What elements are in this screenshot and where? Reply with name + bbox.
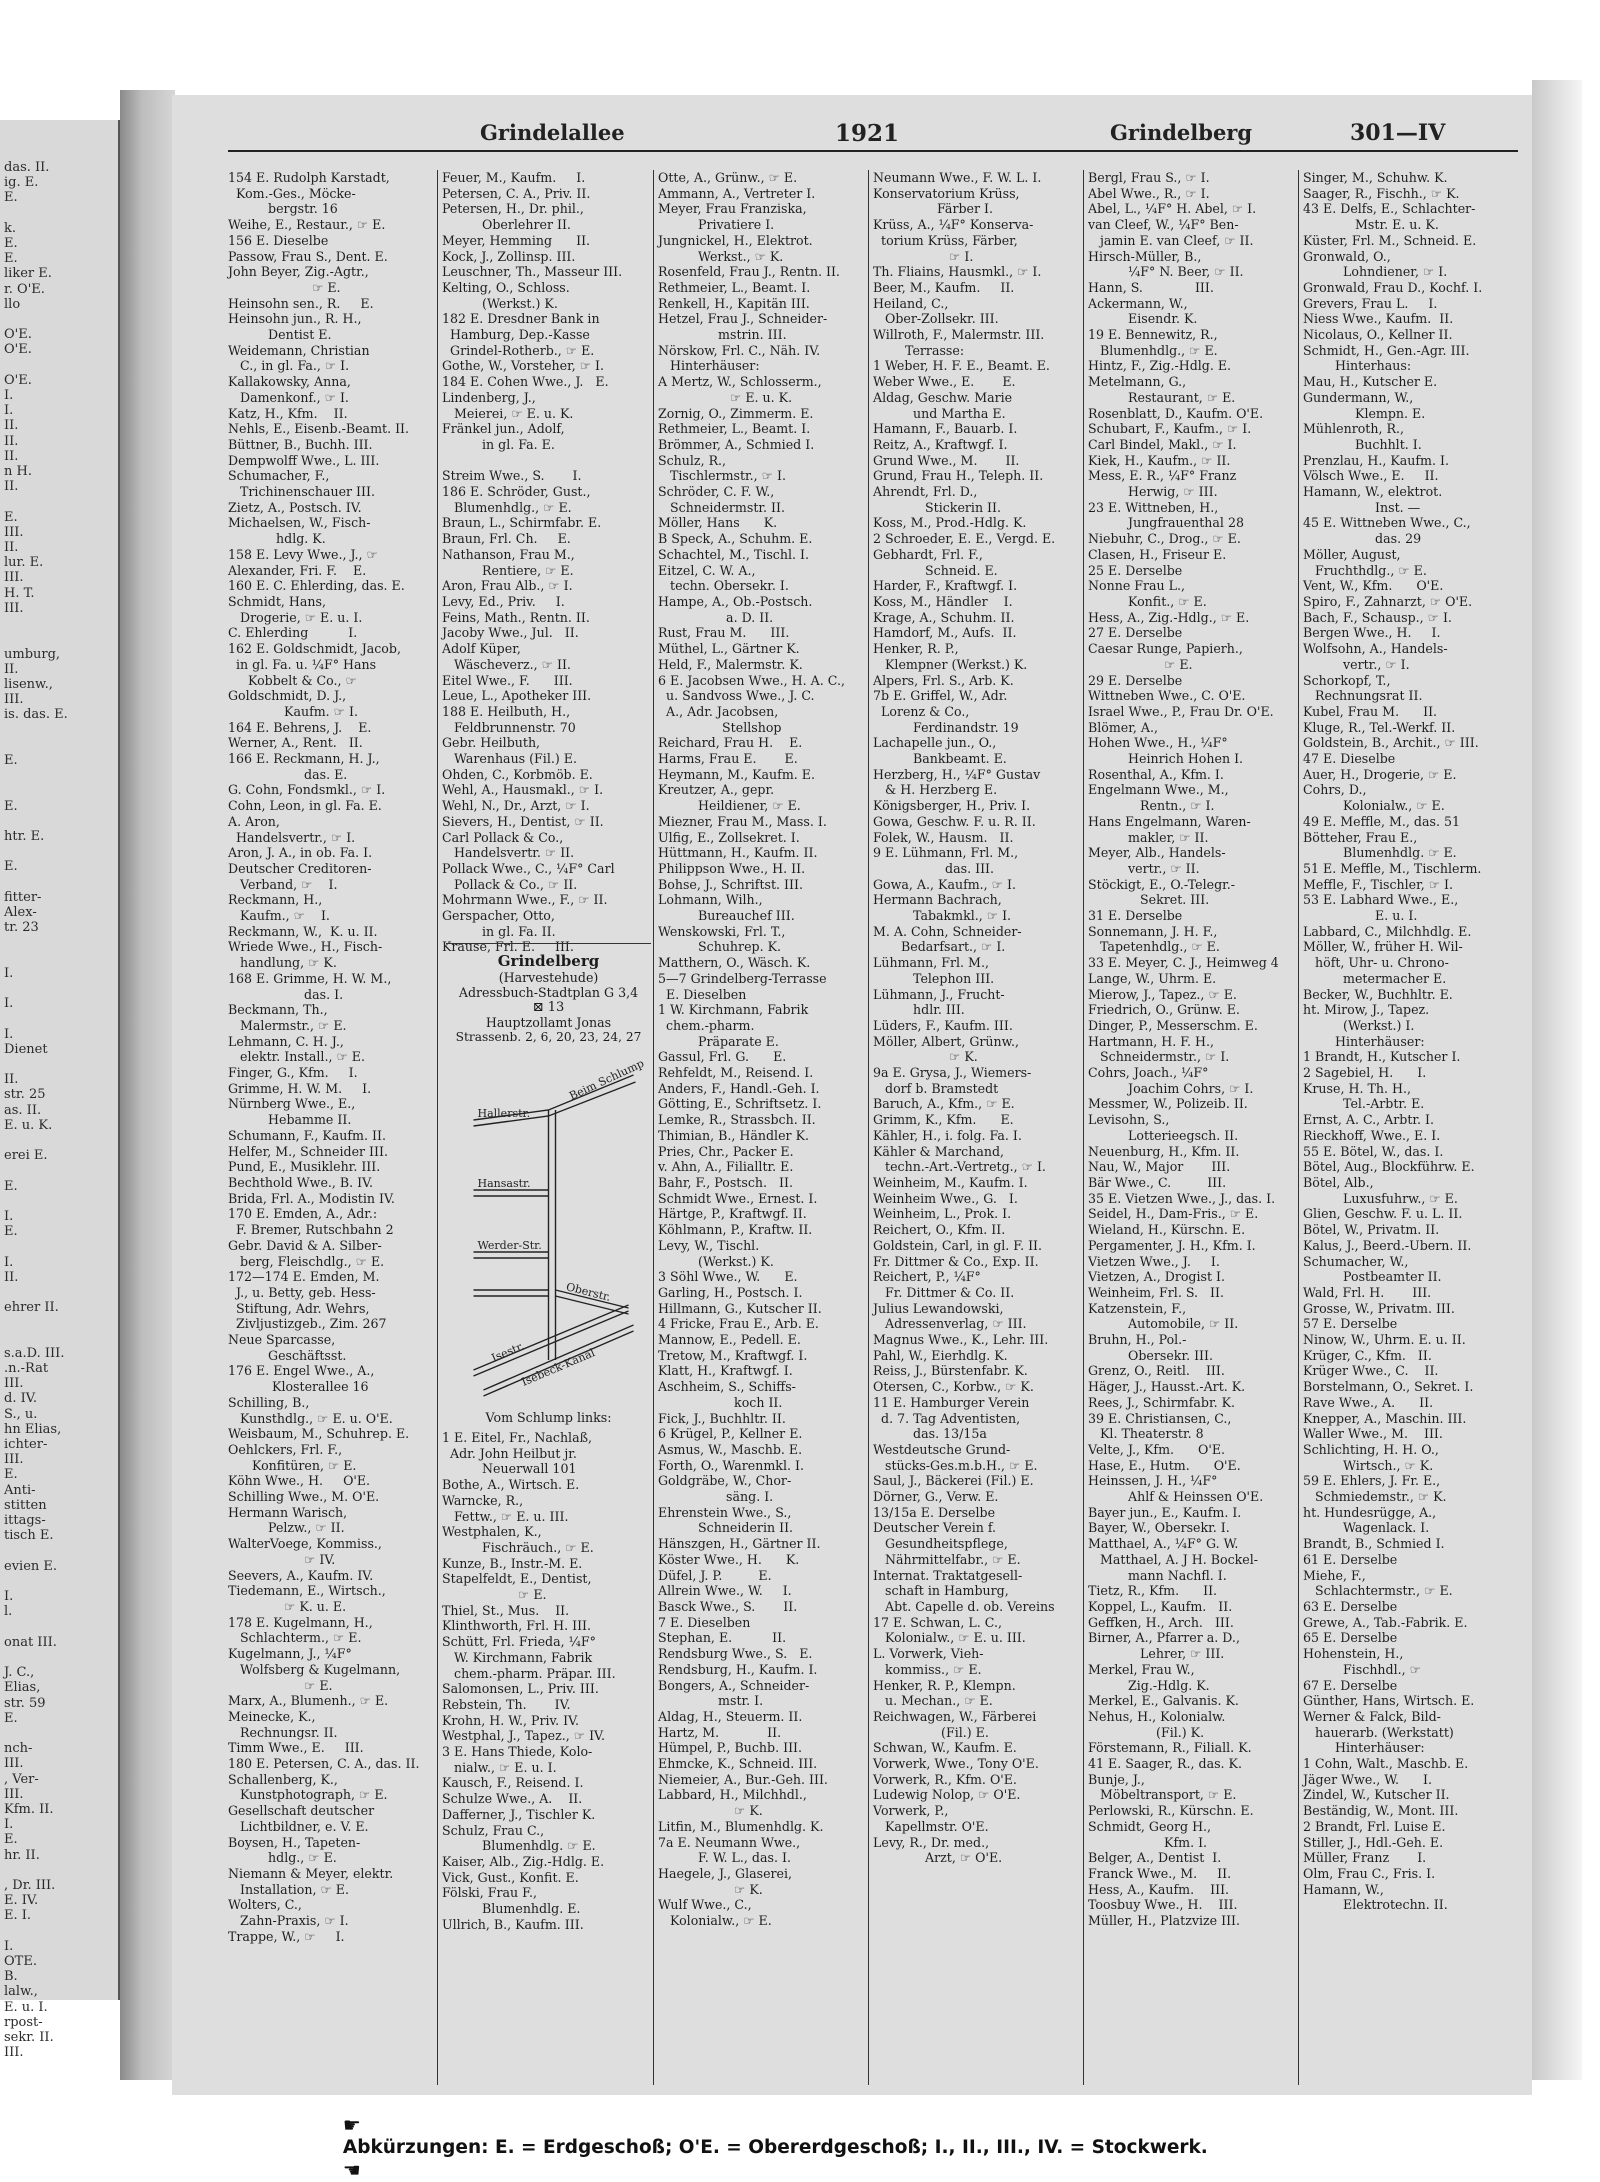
header-year: 1921	[835, 120, 900, 147]
left-page-text: das. II. ig. E. E. k. E. E. liker E. r. O'E. llo O'E. O'E. O'E. I. I. II. II. II. n H. II. E. III. II. lur. E. III. H. T. III. umburg, II. lisenw., III. is. das. E. E. E. htr. E. E. fitter- Alex- tr. 23 I. I. I. Dienet II. str. 25 as. II. E. u. K. erei E. E. I. E. I. II. ehrer II. s.a.D. III. .n.-Rat III. d. IV. S., u. hn Elias, ichter- III. E. Anti- stitten ittags- tisch E. evien E. I. l. onat III. J. C., Elias, str. 59 E. nch- III. , Ver- III. Kfm. II. I. E. hr. II. , Dr. III. E. IV. E. I. I. OTE. B. lalw., E. u. I. rpost- sekr. II. III.	[4, 160, 68, 2061]
page-number: 301—IV	[1350, 120, 1446, 146]
abbreviations-footer	[330, 2092, 1208, 2182]
street-box-subtitle: (Harvestehude)	[498, 970, 599, 985]
abbreviations-text: Abkürzungen: E. = Erdgeschoß; O'E. = Obererdgeschoß; I., II., III., IV. = Stockwerk.	[342, 2137, 1208, 2158]
street-box-note: Vom Schlump links:	[485, 1410, 612, 1425]
column-2-continued: 1 E. Eitel, Fr., Nachlaß, Adr. John Heilbut jr. Neuerwall 101 Bothe, A., Wirtsch. E. Warncke, R., Fettw., ☞ E. u. III. Westphalen, K., Fischräuch., ☞ E. Kunze, B., Instr.-M. E. Stapelfeldt, E., Dentist, ☞ E. Thiel, St., Mus. II. Klinthworth, Frl. H. III. Schütt, Frl. Frieda, ¼F° W. Kirchmann, Fabrik chem.-pharm. Präpar. III. Salomonsen, L., Priv. III. Rebstein, Th. IV. Krohn, H. W., Priv. IV. Westphal, J., Tapez., ☞ IV. 3 E. Hans Thiede, Kolo- nialw., ☞ E. u. I. Kausch, F., Reisend. I. Schulze Wwe., A. II. Dafferner, J., Tischler K. Schulz, Frau C., Blumenhdlg. ☞ E. Kaiser, Alb., Zig.-Hdlg. E. Vick, Gust., Konfit. E. Fölski, Frau F., Blumenhdlg. E. Ullrich, B., Kaufm. III.	[442, 1430, 616, 1932]
map-label: Isebeck-Kanal	[519, 1346, 597, 1389]
street-box	[446, 943, 651, 1044]
map-label: Beim Schlump	[567, 1056, 647, 1103]
street-map-svg	[446, 1040, 666, 1400]
street-map	[446, 1040, 651, 1400]
column-3: Otte, A., Grünw., ☞ E. Ammann, A., Vertreter I. Meyer, Frau Franziska, Privatiere I. Jungnickel, H., Elektrot. Werkst., ☞ K. Rosenfeld, Frau J., Rentn. II. Rethmeier, L., Beamt. I. Renkell, H., Kapitän III. Hetzel, Frau J., Schneider- mstrin. III. Nörskow, Frl. C., Näh. IV. Hinterhäuser: A Mertz, W., Schlosserm., ☞ E. u. K. Zornig, O., Zimmerm. E. Rethmeier, L., Beamt. I. Brömmer, A., Schmied I. Schulz, R., Tischlermstr., ☞ I. Schröder, C. F. W., Schneidermstr. II. Möller, Hans K. B Speck, A., Schuhm. E. Schachtel, M., Tischl. I. Eitzel, C. W. A., techn. Obersekr. I. Hampe, A., Ob.-Postsch. a. D. II. Rust, Frau M. III. Müthel, L., Gärtner K. Held, F., Malermstr. K. 6 E. Jacobsen Wwe., H. A. C., u. Sandvoss Wwe., J. C. A., Adr. Jacobsen, Stellshop Reichard, Frau H. E. Harms, Frau E. E. Heymann, M., Kaufm. E. Kreutzer, A., gepr. Heildiener, ☞ E. Miezner, Frau M., Mass. I. Ulfig, E., Zollsekret. I. Hüttmann, H., Kaufm. II. Philippson Wwe., H. II. Bohse, J., Schriftst. III. Lohmann, Wilh., Bureauchef III. Wenskowski, Frl. T., Schuhrep. K. Matthern, O., Wäsch. K. 5—7 Grindelberg-Terrasse E. Dieselben 1 W. Kirchmann, Fabrik chem.-pharm. Präparate E. Gassul, Frl. G. E. Rehfeldt, M., Reisend. I. Anders, F., Handl.-Geh. I. Götting, E., Schriftsetz. I. Lemke, R., Strassbch. II. Thimian, B., Händler K. Pries, Chr., Packer E. v. Ahn, A., Filialltr. E. Bahr, F., Postsch. II. Schmidt Wwe., Ernest. I. Härtge, P., Kraftwgf. II. Köhlmann, P., Kraftw. II. Levy, W., Tischl. (Werkst.) K. 3 Söhl Wwe., W. E. Garling, H., Postsch. I. Hillmann, G., Kutscher II. 4 Fricke, Frau E., Arb. E. Mannow, E., Pedell. E. Tretow, M., Kraftwgf. I. Klatt, H., Kraftwgf. I. Aschheim, S., Schiffs- koch II. Fick, J., Buchhltr. II. 6 Krügel, P., Kellner E. Asmus, W., Maschb. E. Forth, O., Warenmkl. I. Goldgräbe, W., Chor- säng. I. Ehrenstein Wwe., S., Schneiderin II. Hänszgen, H., Gärtner II. Köster Wwe., H. K. Düfel, J. P. E. Allrein Wwe., W. I. Basck Wwe., S. II. 7 E. Dieselben Stephan, E. II. Rendsburg Wwe., S. E. Rendsburg, H., Kaufm. I. Bongers, A., Schneider- mstr. I. Aldag, H., Steuerm. II. Hartz, M. II. Hümpel, P., Buchb. III. Ehmcke, K., Schneid. III. Niemeier, A., Bur.-Geh. III. Labbard, H., Milchhdl., ☞ K. Litfin, M., Blumenhdlg. K. 7a E. Neumann Wwe., F. W. L., das. I. Haegele, J., Glaserei, ☞ K. Wulf Wwe., C., Kolonialw., ☞ E.	[658, 170, 845, 1929]
column-5: Bergl, Frau S., ☞ I. Abel Wwe., R., ☞ I. Abel, L., ¼F° H. Abel, ☞ I. van Cleef, W., ¼F° Ben- jamin E. van Cleef, ☞ II. Hirsch-Müller, B., ¼F° N. Beer, ☞ II. Hann, S. III. Ackermann, W., Eisendr. K. 19 E. Bennewitz, R., Blumenhdlg., ☞ E. Hintz, F., Zig.-Hdlg. E. Metelmann, G., Restaurant, ☞ E. Rosenblatt, D., Kaufm. O'E. Schubart, F., Kaufm., ☞ I. Carl Bindel, Makl., ☞ I. Kiek, H., Kaufm., ☞ II. Mess, E. R., ¼F° Franz Herwig, ☞ III. 23 E. Wittneben, H., Jungfrauenthal 28 Niebuhr, C., Drog., ☞ E. Clasen, H., Friseur E. 25 E. Derselbe Nonne Frau L., Konfit., ☞ E. Hess, A., Zig.-Hdlg., ☞ E. 27 E. Derselbe Caesar Runge, Papierh., ☞ E. 29 E. Derselbe Wittneben Wwe., C. O'E. Israel Wwe., P., Frau Dr. O'E. Blömer, A., Hohen Wwe., H., ¼F° Heinrich Hohen I. Rosenthal, A., Kfm. I. Engelmann Wwe., M., Rentn., ☞ I. Hans Engelmann, Waren- makler, ☞ II. Meyer, Alb., Handels- vertr., ☞ II. Stöckigt, E., O.-Telegr.- Sekret. III. 31 E. Derselbe Sonnemann, J. H. F., Tapetenhdlg., ☞ E. 33 E. Meyer, C. J., Heimweg 4 Lange, W., Uhrm. E. Mierow, J., Tapez., ☞ E. Friedrich, O., Grünw. E. Dinger, P., Messerschm. E. Hartmann, H. F. H., Schneidermstr., ☞ I. Cohrs, Joach., ¼F° Joachim Cohrs, ☞ I. Messmer, W., Polizeib. II. Levisohn, S., Lotterieegsch. II. Neuenburg, H., Kfm. II. Nau, W., Major III. Bär Wwe., C. III. 35 E. Vietzen Wwe., J., das. I. Seidel, H., Dam-Fris., ☞ E. Wieland, H., Kürschn. E. Pergamenter, J. H., Kfm. I. Vietzen Wwe., J. I. Vietzen, A., Drogist I. Weinheim, Frl. S. II. Katzenstein, F., Automobile, ☞ II. Bruhn, H., Pol.- Obersekr. III. Grenz, O., Reitl. III. Häger, J., Hausst.-Art. K. Rees, J., Schirmfabr. K. 39 E. Christiansen, C., Kl. Theaterstr. 8 Velte, J., Kfm. O'E. Hase, E., Hutm. O'E. Heinssen, J. H., ¼F° Ahlf & Heinssen O'E. Bayer jun., E., Kaufm. I. Bayer, W., Obersekr. I. Matthael, A., ¼F° G. W. Matthael, A. J H. Bockel- mann Nachfl. I. Tietz, R., Kfm. II. Koppel, L., Kaufm. II. Geffken, H., Arch. III. Birner, A., Pfarrer a. D., Lehrer, ☞ III. Merkel, Frau W., Zig.-Hdlg. K. Merkel, E., Galvanis. K. Nehus, H., Kolonialw. (Fil.) K. Förstemann, R., Filiall. K. 41 E. Saager, R., das. K. Bunje, J., Möbeltransport, ☞ E. Perlowski, R., Kürschn. E. Schmidt, Georg H., Kfm. I. Belger, A., Dentist I. Franck Wwe., M. II. Hess, A., Kaufm. III. Toosbuy Wwe., H. III. Müller, H., Platzvize III.	[1088, 170, 1279, 1929]
map-label: Isestr.	[489, 1339, 527, 1365]
street-box-customs: Hauptzollamt Jonas	[485, 1015, 612, 1030]
header-left-street: Grindelallee	[480, 120, 625, 145]
map-label: Werder-Str.	[477, 1239, 542, 1252]
header-right-street: Grindelberg	[1110, 120, 1253, 145]
street-box-tram: Strassenb. 2, 6, 20, 23, 24, 27	[455, 1030, 642, 1044]
column-2: Feuer, M., Kaufm. I. Petersen, C. A., Priv. II. Petersen, H., Dr. phil., Oberlehrer II. Meyer, Hemming II. Kock, J., Zollinsp. III. Leuschner, Th., Masseur III. Kelting, O., Schloss. (Werkst.) K. 182 E. Dresdner Bank in Hamburg, Dep.-Kasse Grindel-Rotherb., ☞ E. Gothe, W., Vorsteher, ☞ I. 184 E. Cohen Wwe., J. E. Lindenberg, J., Meierei, ☞ E. u. K. Fränkel jun., Adolf, in gl. Fa. E. Streim Wwe., S. I. 186 E. Schröder, Gust., Blumenhdlg., ☞ E. Braun, L., Schirmfabr. E. Braun, Frl. Ch. E. Nathanson, Frau M., Rentiere, ☞ E. Aron, Frau Alb., ☞ I. Levy, Ed., Priv. I. Feins, Math., Rentn. II. Jacoby Wwe., Jul. II. Adolf Küper, Wäscheverz., ☞ II. Eitel Wwe., F. III. Leue, L., Apotheker III. 188 E. Heilbuth, H., Feldbrunnenstr. 70 Gebr. Heilbuth, Warenhaus (Fil.) E. Ohden, C., Korbmöb. E. Wehl, A., Hausmakl., ☞ I. Wehl, N., Dr., Arzt, ☞ I. Sievers, H., Dentist, ☞ II. Carl Pollack & Co., Handelsvertr. ☞ II. Pollack Wwe., C., ¼F° Carl Pollack & Co., ☞ II. Mohrmann Wwe., F., ☞ II. Gerspacher, Otto, in gl. Fa. II. Krause, Frl. E. III.	[442, 170, 623, 955]
column-divider	[868, 170, 869, 2085]
street-box-title: Grindelberg	[497, 952, 600, 970]
column-divider	[437, 170, 438, 2085]
street-box-plan: Adressbuch-Stadtplan G 3,4	[458, 985, 639, 1000]
map-label: Hansastr.	[477, 1177, 531, 1190]
column-1: 154 E. Rudolph Karstadt, Kom.-Ges., Möcke- bergstr. 16 Weihe, E., Restaur., ☞ E. 156 E. Dieselbe Passow, Frau S., Dent. E. John Beyer, Zig.-Agtr., ☞ E. Heinsohn sen., R. E. Heinsohn jun., R. H., Dentist E. Weidemann, Christian C., in gl. Fa., ☞ I. Kallakowsky, Anna, Damenkonf., ☞ I. Katz, H., Kfm. II. Nehls, E., Eisenb.-Beamt. II. Büttner, B., Buchh. III. Dempwolff Wwe., L. III. Schumacher, F., Trichinenschauer III. Zietz, A., Postsch. IV. Michaelsen, W., Fisch- hdlg. K. 158 E. Levy Wwe., J., ☞ Alexander, Fri. F. E. 160 E. C. Ehlerding, das. E. Schmidt, Hans, Drogerie, ☞ E. u. I. C. Ehlerding I. 162 E. Goldschmidt, Jacob, in gl. Fa. u. ¼F° Hans Kobbelt & Co., ☞ Goldschmidt, D. J., Kaufm. ☞ I. 164 E. Behrens, J. E. Werner, A., Rent. II. 166 E. Reckmann, H. J., das. E. G. Cohn, Fondsmkl., ☞ I. Cohn, Leon, in gl. Fa. E. A. Aron, Handelsvertr., ☞ I. Aron, J. A., in ob. Fa. I. Deutscher Creditoren- Verband, ☞ I. Reckmann, H., Kaufm., ☞ I. Reckmann, W., K. u. II. Wriede Wwe., H., Fisch- handlung, ☞ K. 168 E. Grimme, H. W. M., das. I. Beckmann, Th., Malermstr., ☞ E. Lehmann, C. H. J., elektr. Install., ☞ E. Finger, G., Kfm. I. Grimme, H. W. M. I. Nürnberg Wwe., E., Hebamme II. Schumann, F., Kaufm. II. Helfer, M., Schneider III. Pund, E., Musiklehr. III. Bechthold Wwe., B. IV. Brida, Frl. A., Modistin IV. 170 E. Emden, A., Adr.: F. Bremer, Rutschbahn 2 Gebr. David & A. Silber- berg, Fleischdlg., ☞ E. 172—174 E. Emden, M. J., u. Betty, geb. Hess- Stiftung, Adr. Wehrs, Zivljustizgeb., Zim. 267 Neue Sparcasse, Geschäftsst. 176 E. Engel Wwe., A., Klosterallee 16 Schilling, B., Kunsthdlg., ☞ E. u. O'E. Weisbaum, M., Schuhrep. E. Oehlckers, Frl. F., Konfitüren, ☞ E. Köhn Wwe., H. O'E. Schilling Wwe., M. O'E. Hermann Warisch, Pelzw., ☞ II. WalterVoege, Kommiss., ☞ IV. Seevers, A., Kaufm. IV. Tiedemann, E., Wirtsch., ☞ K. u. E. 178 E. Kugelmann, H., Schlachterm., ☞ E. Kugelmann, J., ¼F° Wolfsberg & Kugelmann, ☞ E. Marx, A., Blumenh., ☞ E. Meinecke, K., Rechnungsr. II. Timm Wwe., E. III. 180 E. Petersen, C. A., das. II. Schallenberg, K., Kunstphotograph, ☞ E. Gesellschaft deutscher Lichtbildner, e. V. E. Boysen, H., Tapeten- hdlg., ☞ E. Niemann & Meyer, elektr. Installation, ☞ E. Wolters, C., Zahn-Praxis, ☞ I. Trappe, W., ☞ I.	[228, 170, 420, 1944]
column-divider	[1298, 170, 1299, 2085]
header-rule	[228, 150, 1518, 152]
left-page-fragment	[0, 120, 121, 2061]
pointing-hand-icon: ☚	[342, 2158, 361, 2182]
column-4: Neumann Wwe., F. W. L. I. Konservatorium Krüss, Färber I. Krüss, A., ¼F° Konserva- torium Krüss, Färber, ☞ I. Th. Fliains, Hausmkl., ☞ I. Beer, M., Kaufm. II. Heiland, C., Ober-Zollsekr. III. Willroth, F., Malermstr. III. Terrasse: 1 Weber, H. F. E., Beamt. E. Weber Wwe., E. E. Aldag, Geschw. Marie und Martha E. Hamann, F., Bauarb. I. Reitz, A., Kraftwgf. I. Grund Wwe., M. II. Grund, Frau H., Teleph. II. Ahrendt, Frl. D., Stickerin II. Koss, M., Prod.-Hdlg. K. 2 Schroeder, E. E., Vergd. E. Gebhardt, Frl. F., Schneid. E. Harder, F., Kraftwgf. I. Koss, M., Händler I. Krage, A., Schuhm. II. Hamdorf, M., Aufs. II. Henker, R. P., Klempner (Werkst.) K. Alpers, Frl. S., Arb. K. 7b E. Griffel, W., Adr. Lorenz & Co., Ferdinandstr. 19 Lachapelle jun., O., Bankbeamt. E. Herzberg, H., ¼F° Gustav & H. Herzberg E. Königsberger, H., Priv. I. Gowa, Geschw. F. u. R. II. Folek, W., Hausm. II. 9 E. Lühmann, Frl. M., das. III. Gowa, A., Kaufm., ☞ I. Hermann Bachrach, Tabakmkl., ☞ I. M. A. Cohn, Schneider- Bedarfsart., ☞ I. Lühmann, Frl. M., Telephon III. Lühmann, J., Frucht- hdlr. III. Lüders, F., Kaufm. III. Möller, Albert, Grünw., ☞ K. 9a E. Grysa, J., Wiemers- dorf b. Bramstedt Baruch, A., Kfm., ☞ E. Grimm, K., Kfm. E. Kähler, H., i. folg. Fa. I. Kähler & Marchand, techn.-Art.-Vertretg., ☞ I. Weinheim, M., Kaufm. I. Weinheim Wwe., G. I. Weinheim, L., Prok. I. Reichert, O., Kfm. II. Goldstein, Carl, in gl. F. II. Fr. Dittmer & Co., Exp. II. Reichert, P., ¼F° Fr. Dittmer & Co. II. Julius Lewandowski, Adressenverlag, ☞ III. Magnus Wwe., K., Lehr. III. Pahl, W., Eierhdlg. K. Reiss, J., Bürstenfabr. K. Otersen, C., Korbw., ☞ K. 11 E. Hamburger Verein d. 7. Tag Adventisten, das. 13/15a Westdeutsche Grund- stücks-Ges.m.b.H., ☞ E. Saul, J., Bäckerei (Fil.) E. Dörner, G., Verw. E. 13/15a E. Derselbe Deutscher Verein f. Gesundheitspflege, Nährmittelfabr., ☞ E. Internat. Traktatgesell- schaft in Hamburg, Abt. Capelle d. ob. Vereins 17 E. Schwan, L. C., Kolonialw., ☞ E. u. III. L. Vorwerk, Vieh- kommiss., ☞ E. Henker, R. P., Klempn. u. Mechan., ☞ E. Reichwagen, W., Färberei (Fil.) E. Schwan, W., Kaufm. E. Vorwerk, Wwe., Tony O'E. Vorwerk, R., Kfm. O'E. Ludewig Nolop, ☞ O'E. Vorwerk, P., Kapellmstr. O'E. Levy, R., Dr. med., Arzt, ☞ O'E.	[873, 170, 1056, 1866]
page-edge	[1532, 80, 1582, 2080]
book-gutter	[120, 90, 175, 2080]
column-6: Singer, M., Schuhw. K. Saager, R., Fischh., ☞ K. 43 E. Delfs, E., Schlachter- Mstr. E. u. K. Küster, Frl. M., Schneid. E. Gronwald, O., Lohndiener, ☞ I. Gronwald, Frau D., Kochf. I. Grevers, Frau L. I. Niess Wwe., Kaufm. II. Nicolaus, O., Kellner II. Schmidt, H., Gen.-Agr. III. Hinterhaus: Mau, H., Kutscher E. Gundermann, W., Klempn. E. Mühlenroth, R., Buchhlt. I. Prenzlau, H., Kaufm. I. Völsch Wwe., E. II. Hamann, W., elektrot. Inst. — 45 E. Wittneben Wwe., C., das. 29 Möller, August, Fruchthdlg., ☞ E. Vent, W., Kfm. O'E. Spiro, F., Zahnarzt, ☞ O'E. Bach, F., Schausp., ☞ I. Bergen Wwe., H. I. Wolfsohn, A., Handels- vertr., ☞ I. Schorkopf, T., Rechnungsrat II. Kubel, Frau M. II. Kluge, R., Tel.-Werkf. II. Goldstein, B., Archit., ☞ III. 47 E. Dieselbe Auer, H., Drogerie, ☞ E. Cohrs, D., Kolonialw., ☞ E. 49 E. Meffle, M., das. 51 Bötteher, Frau E., Blumenhdlg. ☞ E. 51 E. Meffle, M., Tischlerm. Meffle, F., Tischler, ☞ I. 53 E. Labhard Wwe., E., E. u. I. Labbard, C., Milchhdlg. E. Möller, W., früher H. Wil- höft, Uhr- u. Chrono- metermacher E. Becker, W., Buchhltr. E. ht. Mirow, J., Tapez. (Werkst.) I. Hinterhäuser: 1 Brandt, H., Kutscher I. 2 Sagebiel, H. I. Kruse, H. Th. H., Tel.-Arbtr. E. Ernst, A. C., Arbtr. I. Rieckhoff, Wwe., E. I. 55 E. Bötel, W., das. I. Bötel, Aug., Blockführw. E. Bötel, Alb., Luxusfuhrw., ☞ E. Glien, Geschw. F. u. L. II. Bötel, W., Privatm. II. Kalus, J., Beerd.-Ubern. II. Schumacher, W., Postbeamter II. Wald, Frl. H. III. Grosse, W., Privatm. III. 57 E. Derselbe Ninow, W., Uhrm. E. u. II. Krüger, C., Kfm. II. Krüger Wwe., C. II. Borstelmann, O., Sekret. I. Rave Wwe., A. II. Knepper, A., Maschin. III. Waller Wwe., M. III. Schlichting, H. H. O., Wirtsch., ☞ K. 59 E. Ehlers, J. Fr. E., Schmiedemstr., ☞ K. ht. Hundesrügge, A., Wagenlack. I. Brandt, B., Schmied I. 61 E. Derselbe Miehe, F., Schlachtermstr., ☞ E. 63 E. Derselbe Grewe, A., Tab.-Fabrik. E. 65 E. Derselbe Hohenstein, H., Fischhdl., ☞ 67 E. Derselbe Günther, Hans, Wirtsch. E. Werner & Falck, Bild- hauerarb. (Werkstatt) Hinterhäuser: 1 Cohn, Walt., Maschb. E. Jäger Wwe., W. I. Zindel, W., Kutscher II. Beständig, W., Mont. III. 2 Brandt, Frl. Luise E. Stiller, J., Hdl.-Geh. E. Müller, Franz I. Olm, Frau C., Fris. I. Hamann, W., Elektrotechn. II.	[1303, 170, 1483, 1913]
street-box-postal: ⊠ 13	[532, 1000, 565, 1015]
map-label: Hallerstr.	[477, 1107, 531, 1120]
pointing-hand-icon: ☛	[342, 2113, 361, 2137]
map-label: Oberstr.	[564, 1280, 613, 1304]
column-divider	[1083, 170, 1084, 2085]
